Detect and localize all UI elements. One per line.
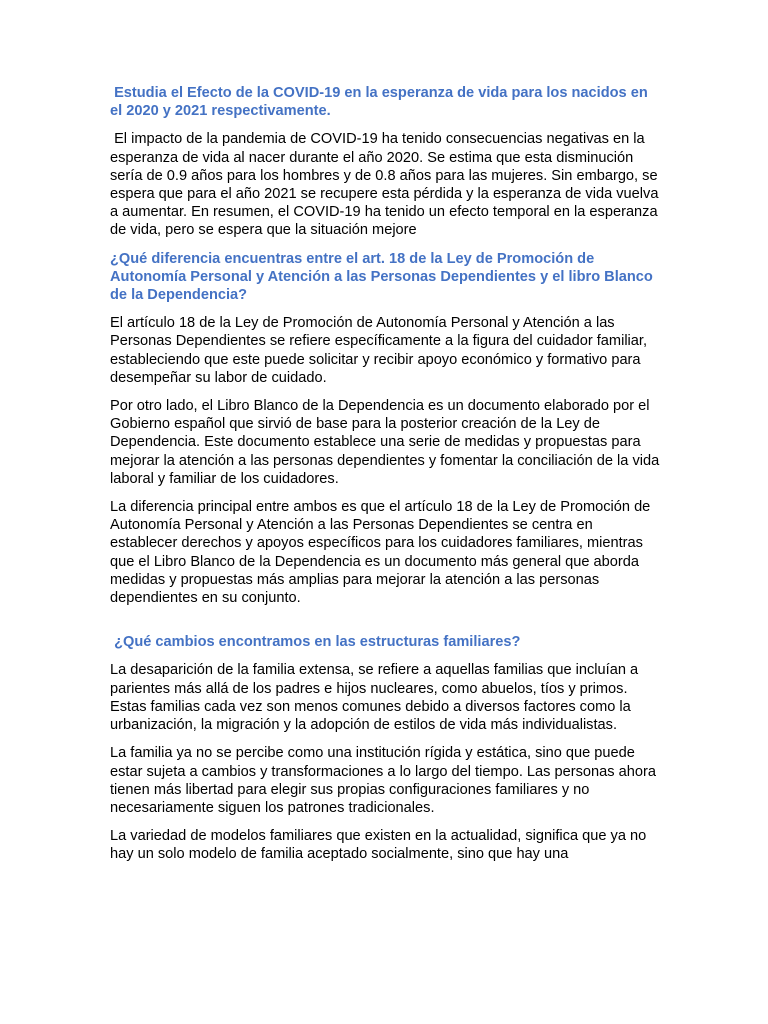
document-page xyxy=(110,84,662,864)
section-heading-estructuras-familiares: ¿Qué cambios encontramos en las estructuras familiares? xyxy=(110,634,521,651)
section-heading-ley-vs-libro: ¿Qué diferencia encuentras entre el art. 18 de la Ley de Promoción de Autonomía Personal y Atención a las Personas Dependientes y el libro Blanco de la Dependencia? xyxy=(110,250,653,304)
paragraph-articulo-18: El artículo 18 de la Ley de Promoción de Autonomía Personal y Atención a las Personas Dependientes se refiere específicamente a la figura del cuidador familiar, estableciendo que este puede solicitar y recibir apoyo económico y formativo para desempeñar su labor de cuidado. xyxy=(110,315,648,386)
paragraph-familia-extensa: La desaparición de la familia extensa, se refiere a aquellas familias que incluían a parientes más allá de los padres e hijos nucleares, como abuelos, tíos y primos. Estas familias cada vez son menos comunes debido a diversos factores como la urbanización, la migración y la adopción de estilos de vida más individualistas. xyxy=(110,662,639,734)
paragraph-libro-blanco: Por otro lado, el Libro Blanco de la Dependencia es un documento elaborado por el Gobierno español que sirvió de base para la posterior creación de la Ley de Dependencia. Este documento establece una serie de medidas y propuestas para mejorar la atención a las personas dependientes y fomentar la conciliación de la vida laboral y familiar de los cuidadores. xyxy=(110,398,660,487)
paragraph-covid-impact: El impacto de la pandemia de COVID-19 ha tenido consecuencias negativas en la esperanza de vida al nacer durante el año 2020. Se estima que esta disminución sería de 0.9 años para los hombres y de 0.8 años para las mujeres. Sin embargo, se espera que para el año 2021 se recupere esta pérdida y la esperanza de vida vuelva a aumentar. En resumen, el COVID-19 ha tenido un efecto temporal en la esperanza de vida, pero se espera que la situación mejore xyxy=(110,131,663,239)
section-heading-covid: Estudia el Efecto de la COVID-19 en la esperanza de vida para los nacidos en el 2020 y 2021 respectivamente. xyxy=(110,85,652,120)
paragraph-familia-cambios: La familia ya no se percibe como una institución rígida y estática, sino que puede estar sujeta a cambios y transformaciones a lo largo del tiempo. Las personas ahora tienen más libertad para elegir sus propias configuraciones familiares y no necesariamente siguen los patrones tradicionales. xyxy=(110,745,656,816)
paragraph-variedad-modelos: La variedad de modelos familiares que existen en la actualidad, significa que ya no hay un solo modelo de familia aceptado socialmente, sino que hay una xyxy=(110,828,647,863)
paragraph-diferencia-principal: La diferencia principal entre ambos es que el artículo 18 de la Ley de Promoción de Autonomía Personal y Atención a las Personas Dependientes se centra en establecer derechos y apoyos específicos para los cuidadores familiares, mientras que el Libro Blanco de la Dependencia es un documento más general que aborda medidas y propuestas más amplias para mejorar la atención a las personas dependientes en su conjunto. xyxy=(110,499,651,607)
